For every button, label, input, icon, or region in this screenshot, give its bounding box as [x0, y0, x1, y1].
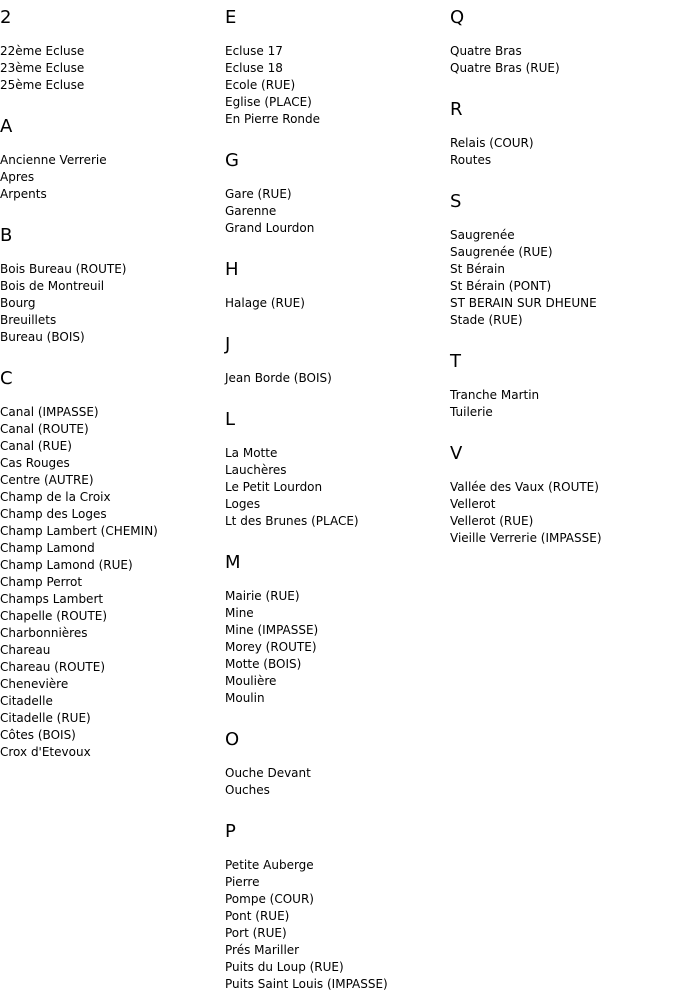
street-link[interactable]: Vellerot	[450, 497, 496, 511]
street-link[interactable]: Petite Auberge	[225, 858, 314, 872]
index-column	[450, 0, 675, 562]
letter-heading: B	[0, 225, 13, 246]
street-link[interactable]: Champ Lambert (CHEMIN)	[0, 524, 158, 538]
street-link[interactable]: Grand Lourdon	[225, 221, 315, 235]
street-link[interactable]: Port (RUE)	[225, 926, 287, 940]
street-link[interactable]: Mine (IMPASSE)	[225, 623, 319, 637]
street-link[interactable]: Champ de la Croix	[0, 490, 111, 504]
street-link[interactable]: Tranche Martin	[450, 388, 540, 402]
letter-heading: T	[450, 351, 461, 372]
heading-spacer	[225, 580, 450, 588]
street-link[interactable]: Crox d'Etevoux	[0, 745, 91, 759]
letter-heading: H	[225, 259, 239, 280]
street-link[interactable]: Halage (RUE)	[225, 296, 305, 310]
letter-heading: V	[450, 443, 463, 464]
street-link[interactable]: Pompe (COUR)	[225, 892, 314, 906]
street-link[interactable]: En Pierre Ronde	[225, 112, 321, 126]
street-link[interactable]: Moulin	[225, 691, 265, 705]
heading-spacer	[225, 287, 450, 295]
street-link[interactable]: Gare (RUE)	[225, 187, 292, 201]
street-link[interactable]: St Bérain	[450, 262, 505, 276]
letter-group	[0, 218, 225, 346]
street-link[interactable]: ST BERAIN SUR DHEUNE	[450, 296, 597, 310]
heading-spacer	[0, 35, 225, 43]
heading-spacer	[225, 178, 450, 186]
street-link[interactable]: Quatre Bras (RUE)	[450, 61, 560, 75]
street-link[interactable]: Canal (ROUTE)	[0, 422, 89, 436]
letter-group	[225, 327, 450, 387]
street-link[interactable]: Moulière	[225, 674, 277, 688]
street-link[interactable]: Chapelle (ROUTE)	[0, 609, 108, 623]
letter-group	[450, 436, 675, 547]
street-link[interactable]: Chareau	[0, 643, 51, 657]
street-link[interactable]: Jean Borde (BOIS)	[225, 371, 332, 385]
heading-spacer	[225, 757, 450, 765]
street-link[interactable]: Canal (RUE)	[0, 439, 72, 453]
street-link[interactable]: Apres	[0, 170, 35, 184]
street-link[interactable]: Saugrenée	[450, 228, 515, 242]
letter-group	[225, 545, 450, 707]
street-link[interactable]: Citadelle	[0, 694, 53, 708]
street-link[interactable]: Loges	[225, 497, 261, 511]
heading-spacer	[450, 35, 675, 43]
street-link[interactable]: Mine	[225, 606, 254, 620]
heading-spacer	[450, 471, 675, 479]
letter-group	[225, 722, 450, 799]
letter-group	[0, 0, 225, 94]
street-link[interactable]: Bureau (BOIS)	[0, 330, 85, 344]
street-link[interactable]: Puits Saint Louis (IMPASSE)	[225, 977, 388, 991]
street-link[interactable]: Bois Bureau (ROUTE)	[0, 262, 127, 276]
street-link[interactable]: Bourg	[0, 296, 36, 310]
street-link[interactable]: Prés Mariller	[225, 943, 300, 957]
index-column	[0, 0, 225, 776]
street-link[interactable]: Vallée des Vaux (ROUTE)	[450, 480, 599, 494]
street-link[interactable]: Canal (IMPASSE)	[0, 405, 99, 419]
street-link[interactable]: Vellerot (RUE)	[450, 514, 534, 528]
street-link[interactable]: La Motte	[225, 446, 278, 460]
heading-spacer	[225, 849, 450, 857]
street-link[interactable]: Puits du Loup (RUE)	[225, 960, 344, 974]
letter-group	[225, 252, 450, 312]
street-link[interactable]: Le Petit Lourdon	[225, 480, 323, 494]
heading-spacer	[0, 396, 225, 404]
letter-group	[0, 361, 225, 761]
street-link[interactable]: Morey (ROUTE)	[225, 640, 317, 654]
letter-group	[225, 402, 450, 530]
street-link[interactable]: Ouches	[225, 783, 270, 797]
street-link[interactable]: Breuillets	[0, 313, 57, 327]
street-link[interactable]: Ecole (RUE)	[225, 78, 296, 92]
street-link[interactable]: Stade (RUE)	[450, 313, 523, 327]
street-link[interactable]: Ouche Devant	[225, 766, 311, 780]
letter-heading: M	[225, 552, 241, 573]
street-link[interactable]: Citadelle (RUE)	[0, 711, 91, 725]
letter-group	[225, 0, 450, 128]
letter-group	[450, 344, 675, 421]
street-link[interactable]: Cas Rouges	[0, 456, 70, 470]
street-link[interactable]: Mairie (RUE)	[225, 589, 300, 603]
heading-spacer	[450, 219, 675, 227]
letter-heading: A	[0, 116, 13, 137]
street-link[interactable]: Ancienne Verrerie	[0, 153, 107, 167]
heading-spacer	[0, 253, 225, 261]
letter-heading: J	[225, 334, 231, 355]
letter-group	[225, 143, 450, 237]
letter-heading: S	[450, 191, 462, 212]
street-link[interactable]: Ecluse 17	[225, 44, 283, 58]
street-link[interactable]: Chenevière	[0, 677, 69, 691]
letter-heading: C	[0, 368, 13, 389]
street-link[interactable]: Routes	[450, 153, 492, 167]
street-link[interactable]: Saugrenée (RUE)	[450, 245, 553, 259]
heading-spacer	[225, 35, 450, 43]
street-link[interactable]: Centre (AUTRE)	[0, 473, 94, 487]
street-link[interactable]: Vieille Verrerie (IMPASSE)	[450, 531, 602, 545]
street-link[interactable]: Côtes (BOIS)	[0, 728, 76, 742]
street-link[interactable]: 23ème Ecluse	[0, 61, 85, 75]
street-link[interactable]: St Bérain (PONT)	[450, 279, 552, 293]
letter-heading: Q	[450, 7, 465, 28]
street-link[interactable]: 25ème Ecluse	[0, 78, 85, 92]
street-link[interactable]: Chareau (ROUTE)	[0, 660, 106, 674]
letter-heading: P	[225, 821, 236, 842]
street-link[interactable]: Garenne	[225, 204, 277, 218]
street-link[interactable]: Eglise (PLACE)	[225, 95, 312, 109]
street-link[interactable]: Champs Lambert	[0, 592, 104, 606]
street-link[interactable]: Champ Perrot	[0, 575, 83, 589]
street-link[interactable]: Champ Lamond (RUE)	[0, 558, 133, 572]
letter-heading: L	[225, 409, 236, 430]
street-link[interactable]: 22ème Ecluse	[0, 44, 85, 58]
street-link[interactable]: Bois de Montreuil	[0, 279, 105, 293]
letter-group	[450, 184, 675, 329]
letter-heading: R	[450, 99, 463, 120]
street-link[interactable]: Ecluse 18	[225, 61, 283, 75]
letter-group	[225, 814, 450, 993]
letter-heading: 2	[0, 7, 12, 28]
heading-spacer	[225, 437, 450, 445]
street-link[interactable]: Motte (BOIS)	[225, 657, 302, 671]
street-link[interactable]: Champ des Loges	[0, 507, 107, 521]
letter-group	[0, 109, 225, 203]
street-link[interactable]: Relais (COUR)	[450, 136, 534, 150]
street-link[interactable]: Champ Lamond	[0, 541, 95, 555]
street-link[interactable]: Arpents	[0, 187, 47, 201]
letter-heading: G	[225, 150, 239, 171]
heading-spacer	[0, 144, 225, 152]
street-link[interactable]: Tuilerie	[450, 405, 493, 419]
street-link[interactable]: Lauchères	[225, 463, 287, 477]
heading-spacer	[450, 379, 675, 387]
index-column	[225, 0, 450, 1008]
street-link[interactable]: Charbonnières	[0, 626, 88, 640]
letter-group	[450, 92, 675, 169]
street-link[interactable]: Pierre	[225, 875, 260, 889]
street-link[interactable]: Pont (RUE)	[225, 909, 290, 923]
letter-heading: O	[225, 729, 240, 750]
street-link[interactable]: Quatre Bras	[450, 44, 522, 58]
letter-heading: E	[225, 7, 237, 28]
street-link[interactable]: Lt des Brunes (PLACE)	[225, 514, 359, 528]
heading-spacer	[450, 127, 675, 135]
letter-group	[450, 0, 675, 77]
heading-spacer	[225, 362, 450, 370]
